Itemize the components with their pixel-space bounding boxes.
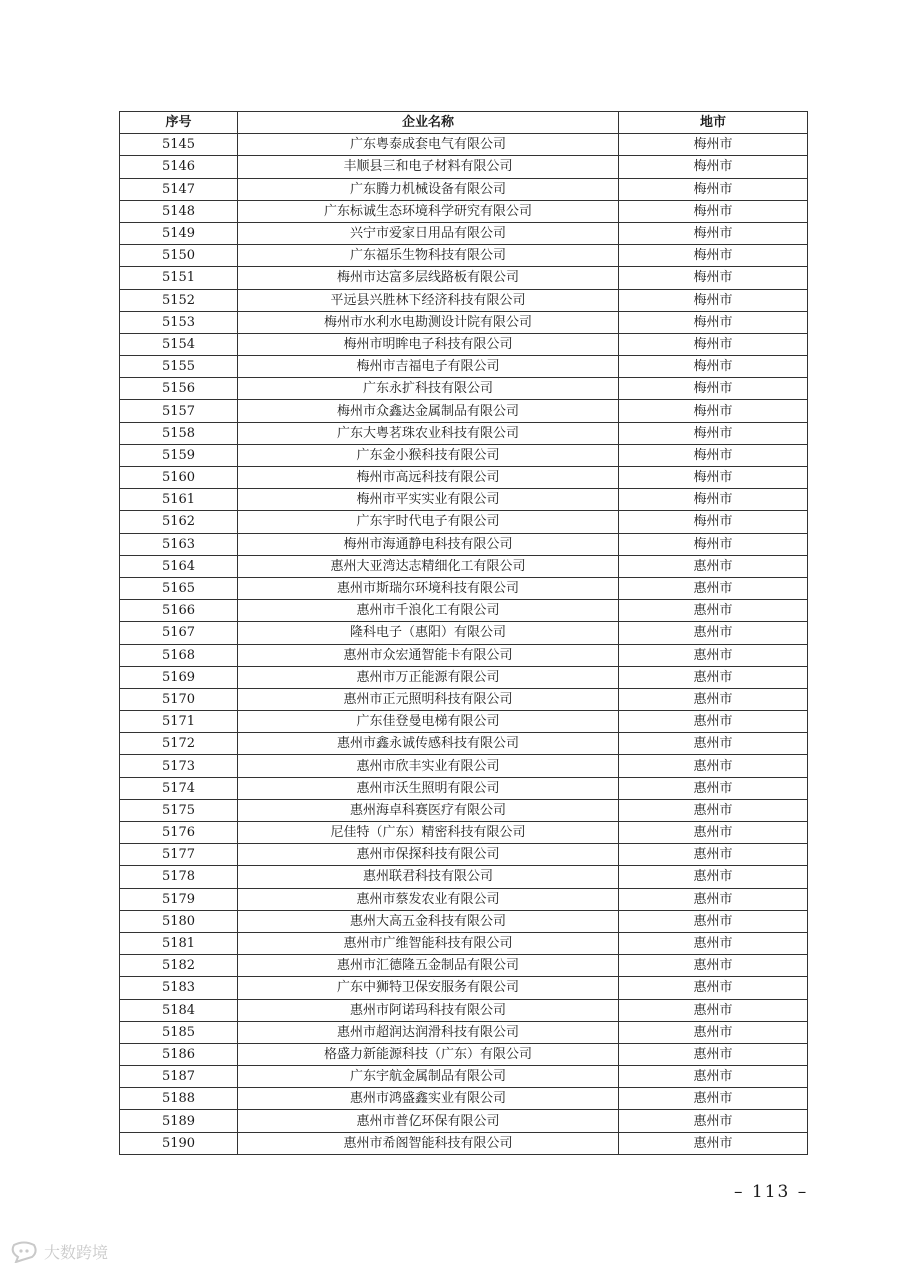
cell-city: 惠州市 <box>619 910 808 932</box>
cell-enterprise-name: 尼佳特（广东）精密科技有限公司 <box>238 822 619 844</box>
cell-city: 惠州市 <box>619 955 808 977</box>
cell-city: 惠州市 <box>619 999 808 1021</box>
table-header-row <box>120 112 808 134</box>
table-row <box>120 333 808 355</box>
table-row <box>120 932 808 954</box>
table-row <box>120 200 808 222</box>
cell-serial-number: 5172 <box>120 733 238 755</box>
cell-city: 惠州市 <box>619 600 808 622</box>
cell-enterprise-name: 惠州市鑫永诚传感科技有限公司 <box>238 733 619 755</box>
header-enterprise-name: 企业名称 <box>238 112 619 134</box>
cell-city: 梅州市 <box>619 200 808 222</box>
cell-enterprise-name: 惠州市超润达润滑科技有限公司 <box>238 1021 619 1043</box>
cell-serial-number: 5152 <box>120 289 238 311</box>
cell-enterprise-name: 梅州市众鑫达金属制品有限公司 <box>238 400 619 422</box>
table-row <box>120 400 808 422</box>
cell-city: 惠州市 <box>619 866 808 888</box>
header-serial-number: 序号 <box>120 112 238 134</box>
cell-serial-number: 5169 <box>120 666 238 688</box>
table-row <box>120 533 808 555</box>
table-row <box>120 844 808 866</box>
cell-serial-number: 5176 <box>120 822 238 844</box>
cell-serial-number: 5148 <box>120 200 238 222</box>
table-row <box>120 1066 808 1088</box>
table-row <box>120 289 808 311</box>
cell-enterprise-name: 平远县兴胜林下经济科技有限公司 <box>238 289 619 311</box>
cell-enterprise-name: 广东宇航金属制品有限公司 <box>238 1066 619 1088</box>
cell-enterprise-name: 丰顺县三和电子材料有限公司 <box>238 156 619 178</box>
table-row <box>120 977 808 999</box>
cell-serial-number: 5164 <box>120 555 238 577</box>
table-row <box>120 866 808 888</box>
cell-city: 惠州市 <box>619 977 808 999</box>
table-row <box>120 1021 808 1043</box>
table-row <box>120 777 808 799</box>
cell-serial-number: 5147 <box>120 178 238 200</box>
cell-serial-number: 5163 <box>120 533 238 555</box>
cell-enterprise-name: 惠州市保探科技有限公司 <box>238 844 619 866</box>
table-row <box>120 1088 808 1110</box>
cell-city: 梅州市 <box>619 511 808 533</box>
cell-serial-number: 5154 <box>120 333 238 355</box>
cell-city: 梅州市 <box>619 422 808 444</box>
cell-enterprise-name: 梅州市达富多层线路板有限公司 <box>238 267 619 289</box>
table-row <box>120 156 808 178</box>
cell-city: 梅州市 <box>619 289 808 311</box>
cell-serial-number: 5149 <box>120 222 238 244</box>
cell-serial-number: 5159 <box>120 444 238 466</box>
cell-enterprise-name: 广东粤泰成套电气有限公司 <box>238 134 619 156</box>
cell-city: 惠州市 <box>619 733 808 755</box>
cell-city: 惠州市 <box>619 688 808 710</box>
cell-enterprise-name: 惠州市蔡发农业有限公司 <box>238 888 619 910</box>
table-row <box>120 555 808 577</box>
cell-serial-number: 5180 <box>120 910 238 932</box>
table-row <box>120 822 808 844</box>
cell-serial-number: 5168 <box>120 644 238 666</box>
cell-city: 梅州市 <box>619 489 808 511</box>
cell-serial-number: 5177 <box>120 844 238 866</box>
cell-city: 惠州市 <box>619 932 808 954</box>
cell-city: 梅州市 <box>619 178 808 200</box>
cell-enterprise-name: 惠州市斯瑞尔环境科技有限公司 <box>238 577 619 599</box>
page-number: – 113 – <box>734 1182 809 1202</box>
cell-city: 惠州市 <box>619 844 808 866</box>
cell-serial-number: 5190 <box>120 1132 238 1154</box>
cell-serial-number: 5166 <box>120 600 238 622</box>
cell-enterprise-name: 梅州市水利水电勘测设计院有限公司 <box>238 311 619 333</box>
cell-city: 惠州市 <box>619 1021 808 1043</box>
table-row <box>120 356 808 378</box>
cell-enterprise-name: 梅州市明眸电子科技有限公司 <box>238 333 619 355</box>
cell-city: 惠州市 <box>619 1066 808 1088</box>
table-row <box>120 489 808 511</box>
cell-enterprise-name: 惠州海卓科赛医疗有限公司 <box>238 799 619 821</box>
table-row <box>120 733 808 755</box>
table-row <box>120 1043 808 1065</box>
cell-city: 梅州市 <box>619 444 808 466</box>
table-row <box>120 910 808 932</box>
cell-serial-number: 5153 <box>120 311 238 333</box>
table-row <box>120 622 808 644</box>
cell-city: 惠州市 <box>619 666 808 688</box>
cell-city: 惠州市 <box>619 888 808 910</box>
cell-enterprise-name: 惠州市欣丰实业有限公司 <box>238 755 619 777</box>
cell-serial-number: 5178 <box>120 866 238 888</box>
table-row <box>120 999 808 1021</box>
cell-enterprise-name: 广东标诚生态环境科学研究有限公司 <box>238 200 619 222</box>
cell-serial-number: 5167 <box>120 622 238 644</box>
cell-enterprise-name: 惠州市正元照明科技有限公司 <box>238 688 619 710</box>
cell-enterprise-name: 惠州市沃生照明有限公司 <box>238 777 619 799</box>
cell-city: 惠州市 <box>619 1110 808 1132</box>
cell-serial-number: 5174 <box>120 777 238 799</box>
cell-enterprise-name: 广东中狮特卫保安服务有限公司 <box>238 977 619 999</box>
cell-enterprise-name: 梅州市平实实业有限公司 <box>238 489 619 511</box>
cell-enterprise-name: 惠州联君科技有限公司 <box>238 866 619 888</box>
cell-enterprise-name: 惠州市汇德隆五金制品有限公司 <box>238 955 619 977</box>
cell-enterprise-name: 隆科电子（惠阳）有限公司 <box>238 622 619 644</box>
table-row <box>120 467 808 489</box>
cell-enterprise-name: 广东金小猴科技有限公司 <box>238 444 619 466</box>
cell-city: 梅州市 <box>619 333 808 355</box>
cell-enterprise-name: 惠州市普亿环保有限公司 <box>238 1110 619 1132</box>
table-row <box>120 688 808 710</box>
cell-serial-number: 5161 <box>120 489 238 511</box>
cell-city: 惠州市 <box>619 799 808 821</box>
table-row <box>120 511 808 533</box>
chat-bubble-icon <box>10 1241 38 1263</box>
cell-serial-number: 5181 <box>120 932 238 954</box>
cell-enterprise-name: 广东福乐生物科技有限公司 <box>238 245 619 267</box>
cell-serial-number: 5175 <box>120 799 238 821</box>
cell-city: 惠州市 <box>619 555 808 577</box>
cell-serial-number: 5189 <box>120 1110 238 1132</box>
cell-city: 梅州市 <box>619 222 808 244</box>
cell-enterprise-name: 惠州市希阁智能科技有限公司 <box>238 1132 619 1154</box>
table-row <box>120 267 808 289</box>
enterprise-list-table <box>119 111 808 1155</box>
cell-city: 惠州市 <box>619 711 808 733</box>
cell-serial-number: 5156 <box>120 378 238 400</box>
cell-serial-number: 5146 <box>120 156 238 178</box>
table-row <box>120 799 808 821</box>
cell-serial-number: 5170 <box>120 688 238 710</box>
table-body <box>120 134 808 1155</box>
cell-city: 惠州市 <box>619 577 808 599</box>
cell-city: 惠州市 <box>619 622 808 644</box>
cell-serial-number: 5185 <box>120 1021 238 1043</box>
cell-serial-number: 5173 <box>120 755 238 777</box>
cell-serial-number: 5157 <box>120 400 238 422</box>
cell-serial-number: 5186 <box>120 1043 238 1065</box>
cell-city: 惠州市 <box>619 777 808 799</box>
cell-enterprise-name: 梅州市吉福电子有限公司 <box>238 356 619 378</box>
cell-city: 惠州市 <box>619 644 808 666</box>
cell-serial-number: 5158 <box>120 422 238 444</box>
table-row <box>120 755 808 777</box>
cell-city: 梅州市 <box>619 134 808 156</box>
cell-city: 惠州市 <box>619 1043 808 1065</box>
table-row <box>120 222 808 244</box>
cell-city: 梅州市 <box>619 400 808 422</box>
cell-serial-number: 5145 <box>120 134 238 156</box>
cell-serial-number: 5160 <box>120 467 238 489</box>
cell-enterprise-name: 广东宇时代电子有限公司 <box>238 511 619 533</box>
watermark-text: 大数跨境 <box>44 1243 109 1262</box>
cell-city: 梅州市 <box>619 467 808 489</box>
cell-city: 惠州市 <box>619 1088 808 1110</box>
table-row <box>120 245 808 267</box>
cell-enterprise-name: 惠州大亚湾达志精细化工有限公司 <box>238 555 619 577</box>
cell-enterprise-name: 兴宁市爱家日用品有限公司 <box>238 222 619 244</box>
cell-enterprise-name: 广东永扩科技有限公司 <box>238 378 619 400</box>
table-row <box>120 600 808 622</box>
cell-enterprise-name: 广东腾力机械设备有限公司 <box>238 178 619 200</box>
cell-enterprise-name: 惠州市众宏通智能卡有限公司 <box>238 644 619 666</box>
cell-city: 惠州市 <box>619 755 808 777</box>
table-row <box>120 311 808 333</box>
cell-city: 梅州市 <box>619 267 808 289</box>
cell-enterprise-name: 格盛力新能源科技（广东）有限公司 <box>238 1043 619 1065</box>
cell-serial-number: 5187 <box>120 1066 238 1088</box>
cell-city: 惠州市 <box>619 1132 808 1154</box>
cell-serial-number: 5171 <box>120 711 238 733</box>
cell-serial-number: 5182 <box>120 955 238 977</box>
table-row <box>120 134 808 156</box>
watermark <box>10 1240 108 1263</box>
table-row <box>120 666 808 688</box>
cell-enterprise-name: 广东大粤茗珠农业科技有限公司 <box>238 422 619 444</box>
cell-serial-number: 5151 <box>120 267 238 289</box>
cell-serial-number: 5155 <box>120 356 238 378</box>
table-row <box>120 955 808 977</box>
cell-city: 梅州市 <box>619 378 808 400</box>
cell-enterprise-name: 广东佳登曼电梯有限公司 <box>238 711 619 733</box>
table-row <box>120 888 808 910</box>
cell-city: 梅州市 <box>619 156 808 178</box>
cell-city: 梅州市 <box>619 533 808 555</box>
cell-enterprise-name: 惠州市万正能源有限公司 <box>238 666 619 688</box>
header-city: 地市 <box>619 112 808 134</box>
table-row <box>120 711 808 733</box>
cell-enterprise-name: 梅州市海通静电科技有限公司 <box>238 533 619 555</box>
cell-enterprise-name: 惠州市千浪化工有限公司 <box>238 600 619 622</box>
cell-enterprise-name: 惠州市广维智能科技有限公司 <box>238 932 619 954</box>
cell-city: 梅州市 <box>619 245 808 267</box>
table-row <box>120 1110 808 1132</box>
table-row <box>120 1132 808 1154</box>
cell-serial-number: 5165 <box>120 577 238 599</box>
cell-enterprise-name: 惠州大高五金科技有限公司 <box>238 910 619 932</box>
cell-enterprise-name: 惠州市鸿盛鑫实业有限公司 <box>238 1088 619 1110</box>
table-row <box>120 178 808 200</box>
cell-city: 梅州市 <box>619 356 808 378</box>
cell-city: 梅州市 <box>619 311 808 333</box>
table-row <box>120 422 808 444</box>
cell-serial-number: 5184 <box>120 999 238 1021</box>
cell-serial-number: 5183 <box>120 977 238 999</box>
cell-enterprise-name: 惠州市阿诺玛科技有限公司 <box>238 999 619 1021</box>
cell-serial-number: 5150 <box>120 245 238 267</box>
cell-enterprise-name: 梅州市高远科技有限公司 <box>238 467 619 489</box>
table-row <box>120 378 808 400</box>
cell-serial-number: 5188 <box>120 1088 238 1110</box>
table-row <box>120 644 808 666</box>
cell-serial-number: 5179 <box>120 888 238 910</box>
cell-city: 惠州市 <box>619 822 808 844</box>
table-row <box>120 444 808 466</box>
table-row <box>120 577 808 599</box>
cell-serial-number: 5162 <box>120 511 238 533</box>
